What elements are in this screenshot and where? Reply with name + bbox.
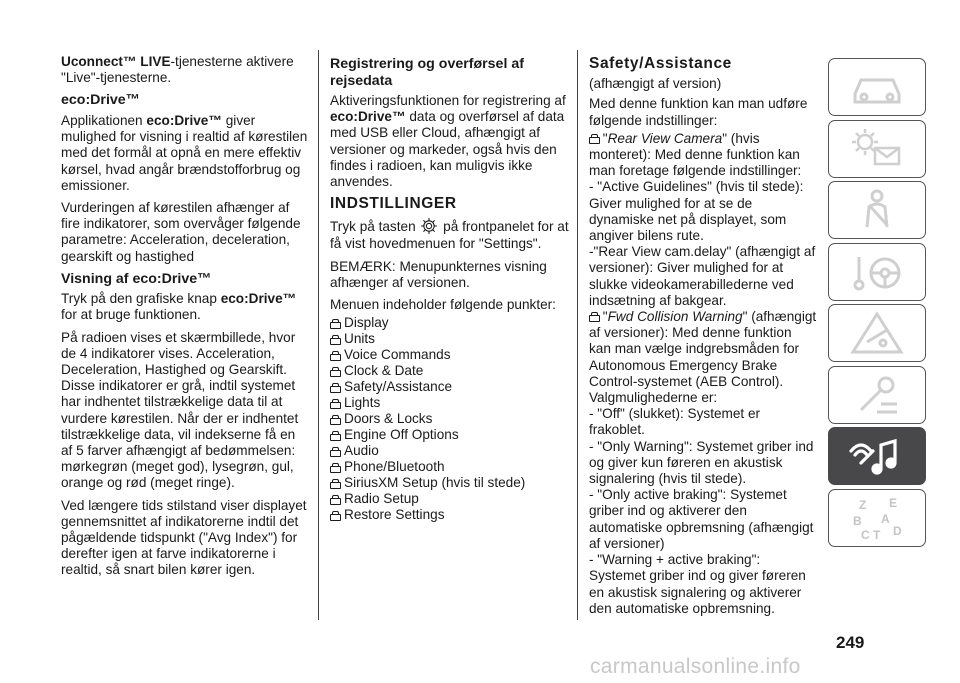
text: "	[742, 309, 748, 325]
car-bullet-icon	[330, 367, 340, 376]
service-wrench-icon	[847, 372, 907, 418]
list-item	[330, 443, 572, 459]
index-letter: E	[889, 495, 898, 510]
note-paragraph: BEMÆRK: Menupunkternes visning afhænger af versionen.	[330, 258, 547, 290]
index-letter: B	[853, 513, 862, 528]
intro-bold: Uconnect™ LIVE	[61, 54, 171, 69]
text: "	[602, 130, 608, 146]
option-off: - "Off" (slukket): Systemet er frakoblet.	[589, 406, 761, 438]
index-letter: C	[861, 527, 870, 541]
safety-intro: Med denne funktion kan man udføre følgende indstillinger:	[589, 96, 808, 128]
heading-ecodrive: eco:Drive™	[61, 92, 140, 109]
list-item-label: Units	[344, 331, 375, 347]
car-bullet-icon	[330, 447, 340, 456]
list-item	[330, 331, 572, 347]
warning-lights-icon	[847, 126, 907, 172]
option-warning-active-braking: - "Warning + active braking": Systemet griber ind og giver føreren en akustisk signalering og aktiverer den automatiske opbremsning.	[589, 552, 806, 616]
chapter-tabs	[828, 58, 928, 550]
intro-text: -tjenesterne aktivere "Live"-tjenesterne.	[61, 54, 294, 86]
car-bullet-icon	[330, 351, 340, 360]
indicators-paragraph: På radioen vises et skærmbillede, hvor de 4 indikatorer vises. Acceleration, Deceleration, Hastighed og Gearskift. Disse indikatorer er grå, indtil systemet har indhentet tilstrækkelige data til at vurdere kørestilen. Når der er indhentet tilstrækkelige data, vil indekserne få en af 5 farver afhængigt af bedømmelsen: mørkegrøn (meget god), lysegrøn, gul, orange og rød (meget ringe).	[61, 329, 299, 491]
tab-index[interactable]	[828, 489, 926, 547]
ecodrive-paragraph	[61, 113, 309, 194]
list-item	[330, 491, 572, 507]
index-letters-icon	[847, 495, 907, 541]
rear-cam-delay-item: -"Rear View cam.delay" (afhængigt af versioner): Giver mulighed for at slukke videokamerabillederne ved indsætning af bakgear.	[589, 244, 816, 308]
page-number: 249	[836, 633, 865, 652]
registrering-paragraph	[330, 93, 572, 190]
column-divider	[577, 50, 578, 620]
car-bullet-icon	[330, 399, 340, 408]
text: Applikationen	[61, 112, 147, 128]
option-only-active-braking: - "Only active braking": Systemet griber ind og aktiverer den automatiske opbremsning (afhængigt af versioner)	[589, 487, 814, 551]
list-item	[330, 427, 572, 443]
car-bullet-icon	[589, 312, 599, 321]
avg-index-paragraph: Ved længere tids stilstand viser displayet gennemsnittet af indikatorerne indtil det pågældende tidspunkt ("Avg Index") for derefter igen at farve indikatorerne i realtid, så snart bilen kører igen.	[61, 497, 307, 578]
list-item	[330, 347, 572, 363]
assessment-paragraph: Vurderingen af kørestilen afhænger af fire indikatorer, som overvåger følgende parametre: Acceleration, deceleration, gearskift og hastighed	[61, 199, 301, 264]
list-item	[330, 379, 572, 395]
tab-breakdown[interactable]	[828, 304, 926, 362]
list-item	[330, 411, 572, 427]
list-item-label: Audio	[344, 443, 379, 459]
text: giver mulighed for visning i realtid af kørestilen med det formål at opnå en mere effektiv kørsel, hvad angår brændstofforbrug og emissioner.	[61, 112, 308, 193]
text: Tryk på den grafiske knap	[61, 291, 221, 307]
heading-visning: Visning af eco:Drive™	[61, 270, 212, 287]
car-bullet-icon	[330, 463, 340, 472]
car-bullet-icon	[330, 383, 340, 392]
fwd-collision-warning-label: Fwd Collision Warning	[607, 309, 743, 325]
visning-paragraph	[61, 291, 309, 323]
index-letter: D	[893, 523, 902, 538]
list-item	[330, 475, 572, 491]
car-bullet-icon	[330, 415, 340, 424]
ecodrive-bold: eco:Drive™	[330, 109, 406, 125]
menu-intro: Menuen indeholder følgende punkter:	[330, 297, 556, 313]
tab-seatbelt-airbag[interactable]	[828, 181, 926, 239]
list-item-label: Radio Setup	[344, 491, 419, 507]
list-item-label: Display	[344, 315, 389, 331]
key-steering-wheel-icon	[847, 249, 907, 295]
text: (afhængigt af versioner): Med denne funktion kan man vælge indgrebsmåden for Autonomous Emergency Brake Control-systemet (AEB Control). Valgmulighederne er:	[589, 309, 817, 406]
heading-indstillinger: INDSTILLINGER	[330, 195, 457, 213]
list-item-label: Voice Commands	[344, 347, 451, 363]
list-item-label: Restore Settings	[344, 507, 445, 523]
car-bullet-icon	[330, 511, 340, 520]
list-item	[330, 395, 572, 411]
settings-key-paragraph	[330, 216, 572, 252]
text: Aktiveringsfunktionen for registrering af	[330, 93, 566, 108]
tab-warning-lights[interactable]	[828, 120, 926, 178]
list-item-label: Lights	[344, 395, 381, 411]
list-item-label: Clock & Date	[344, 363, 424, 379]
list-item	[330, 363, 572, 379]
tab-multimedia[interactable]	[828, 427, 926, 485]
multimedia-icon	[847, 433, 907, 479]
list-item-label: Phone/Bluetooth	[344, 459, 445, 475]
column-divider	[318, 50, 319, 620]
watermark: carmanualsonline.info	[590, 655, 801, 678]
active-guidelines-item: - "Active Guidelines" (hvis til stede): Giver mulighed for at se de dynamiske net på displayet, som angiver bilens rute.	[589, 179, 804, 244]
list-item	[330, 459, 572, 475]
intro-paragraph	[61, 54, 309, 86]
index-letter: Z	[859, 497, 867, 512]
ecodrive-button-label: eco:Drive™	[220, 291, 297, 307]
rear-camera-paragraph	[589, 131, 817, 180]
list-item	[330, 315, 572, 331]
text: på frontpanelet for at få vist hovedmenuen for "Settings".	[330, 219, 569, 252]
list-item-label: SiriusXM Setup (hvis til stede)	[344, 475, 526, 491]
column-middle	[330, 54, 572, 523]
breakdown-warning-icon	[847, 310, 907, 356]
tab-service[interactable]	[828, 366, 926, 424]
heading-registrering: Registrering og overførsel af rejsedata	[330, 56, 524, 89]
text: (hvis monteret): Med denne funktion kan man foretage følgende indstillinger:	[589, 130, 802, 179]
rear-view-camera-label: Rear View Camera	[607, 130, 723, 146]
text: "	[602, 309, 608, 325]
list-item-label: Engine Off Options	[344, 427, 459, 443]
list-item	[330, 507, 572, 523]
settings-gear-icon	[419, 216, 439, 236]
column-right	[589, 54, 817, 617]
settings-menu-list	[330, 315, 572, 523]
list-item-label: Doors & Locks	[344, 411, 433, 427]
seatbelt-airbag-icon	[847, 187, 907, 233]
car-bullet-icon	[589, 134, 599, 143]
tab-key-steering[interactable]	[828, 243, 926, 301]
option-only-warning: - "Only Warning": Systemet griber ind og giver kun føreren en akustisk signalering (hvis til stede).	[589, 438, 814, 487]
car-bullet-icon	[330, 495, 340, 504]
car-bullet-icon	[330, 335, 340, 344]
text: for at bruge funktionen.	[61, 307, 201, 323]
car-dashboard-icon	[847, 64, 907, 110]
heading-safety-assistance: Safety/Assistance	[589, 55, 732, 72]
car-bullet-icon	[330, 319, 340, 328]
index-letter: T	[873, 527, 881, 541]
ecodrive-bold: eco:Drive™	[146, 112, 222, 128]
column-left	[61, 54, 309, 585]
text: data og overførsel af data med USB eller Cloud, afhængigt af versioner og markeder, også hvis den findes i radioen, kan muligvis ikke anvendes.	[330, 109, 565, 190]
tab-car-dashboard[interactable]	[828, 58, 926, 116]
fwd-collision-paragraph	[589, 309, 817, 406]
list-item-label: Safety/Assistance	[344, 379, 453, 395]
index-letter: A	[881, 511, 890, 526]
text: "	[722, 130, 728, 146]
text: Tryk på tasten	[330, 219, 420, 235]
car-bullet-icon	[330, 479, 340, 488]
car-bullet-icon	[330, 431, 340, 440]
version-note: (afhængigt af version)	[589, 76, 722, 92]
